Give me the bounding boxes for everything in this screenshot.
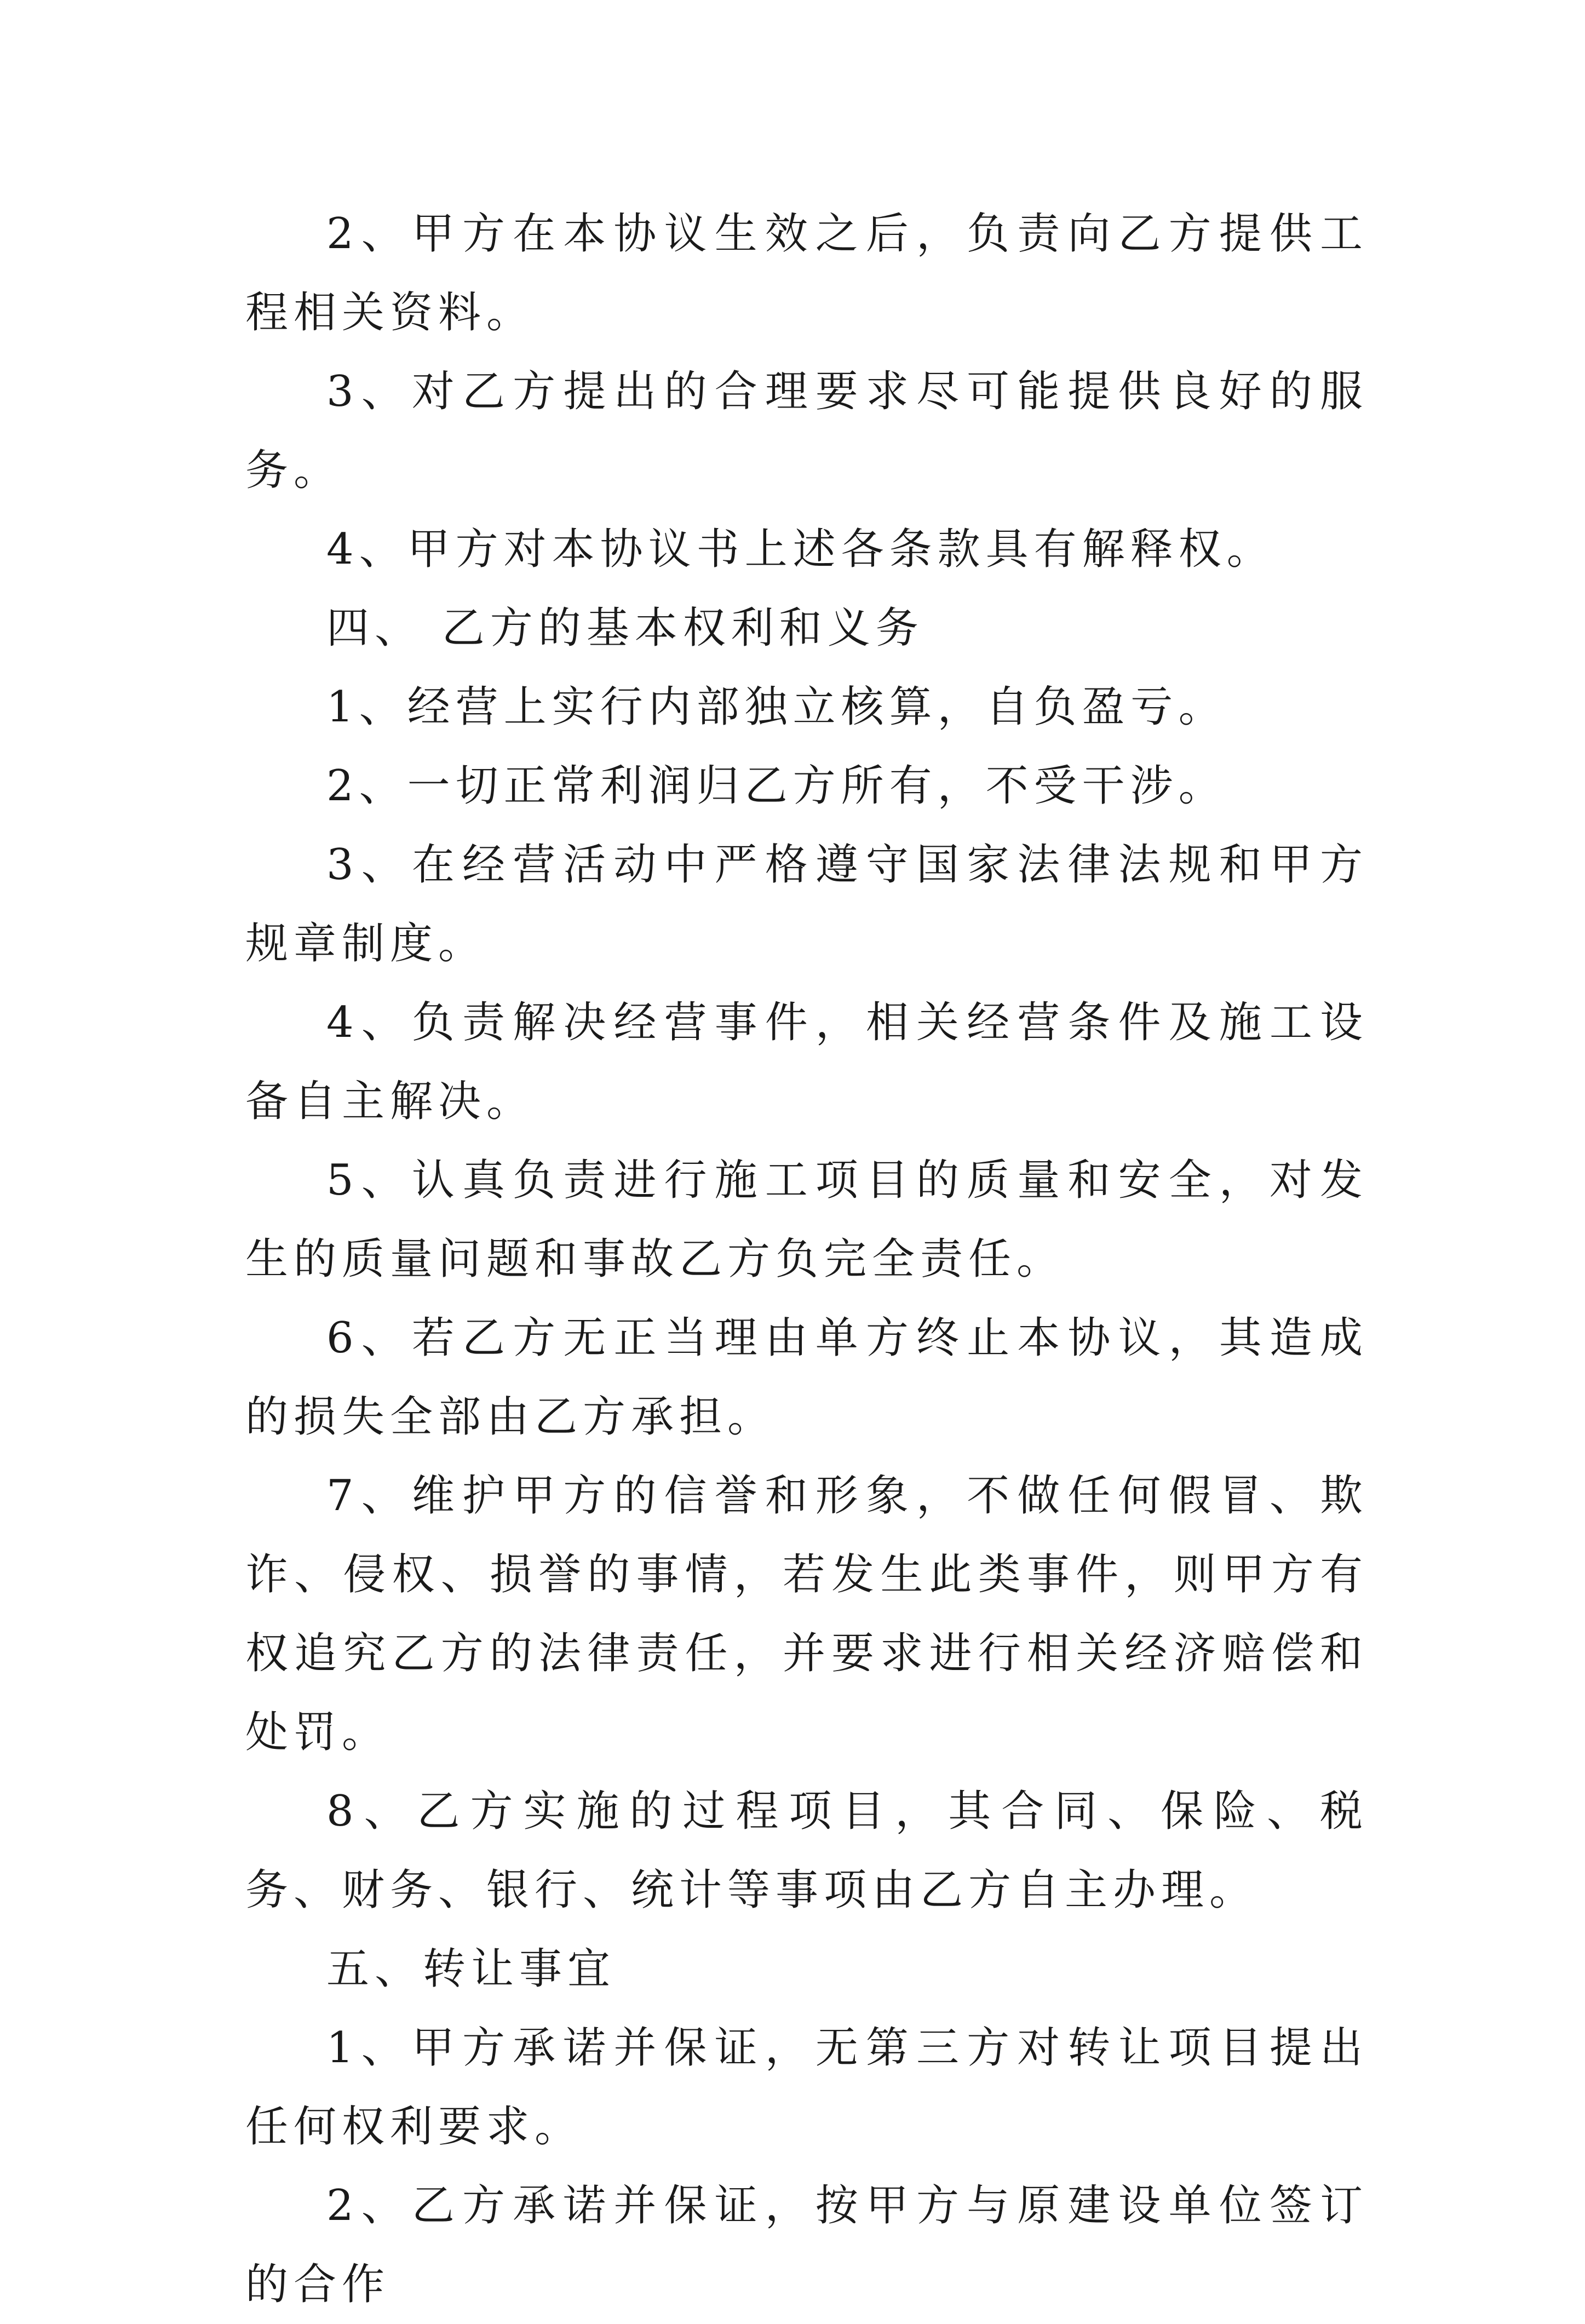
clause-yi-8: 8、乙方实施的过程项目，其合同、保险、税务、财务、银行、统计等事项由乙方自主办理。 <box>245 1787 1368 1915</box>
clause-yi-3: 3、在经营活动中严格遵守国家法律法规和甲方规章制度。 <box>245 840 1368 968</box>
clause-yi-1: 1、经营上实行内部独立核算，自负盈亏。 <box>326 682 1227 732</box>
clause-yi-6: 6、若乙方无正当理由单方终止本协议，其造成的损失全部由乙方承担。 <box>245 1313 1368 1442</box>
section-heading-4: 四、 乙方的基本权利和义务 <box>326 604 924 653</box>
clause-jia-3: 3、对乙方提出的合理要求尽可能提供良好的服务。 <box>245 367 1368 495</box>
clause-yi-4: 4、负责解决经营事件，相关经营条件及施工设备自主解决。 <box>245 998 1368 1126</box>
clause-jia-4: 4、甲方对本协议书上述各条款具有解释权。 <box>326 525 1275 574</box>
clause-transfer-1: 1、甲方承诺并保证，无第三方对转让项目提出任何权利要求。 <box>245 2023 1368 2151</box>
clause-jia-2: 2、甲方在本协议生效之后，负责向乙方提供工程相关资料。 <box>245 209 1368 337</box>
clause-transfer-2: 2、乙方承诺并保证，按甲方与原建设单位签订的合作 <box>245 2181 1368 2309</box>
clause-yi-2: 2、一切正常利润归乙方所有，不受干涉。 <box>326 761 1227 811</box>
clause-yi-7: 7、维护甲方的信誉和形象，不做任何假冒、欺诈、侵权、损誉的事情，若发生此类事件，则甲方有权追究乙方的法律责任，并要求进行相关经济赔偿和处罚。 <box>245 1471 1368 1757</box>
document-body <box>245 194 1368 2324</box>
clause-yi-5: 5、认真负责进行施工项目的质量和安全，对发生的质量问题和事故乙方负完全责任。 <box>245 1156 1368 1284</box>
section-heading-5: 五、转让事宜 <box>326 1944 616 1994</box>
